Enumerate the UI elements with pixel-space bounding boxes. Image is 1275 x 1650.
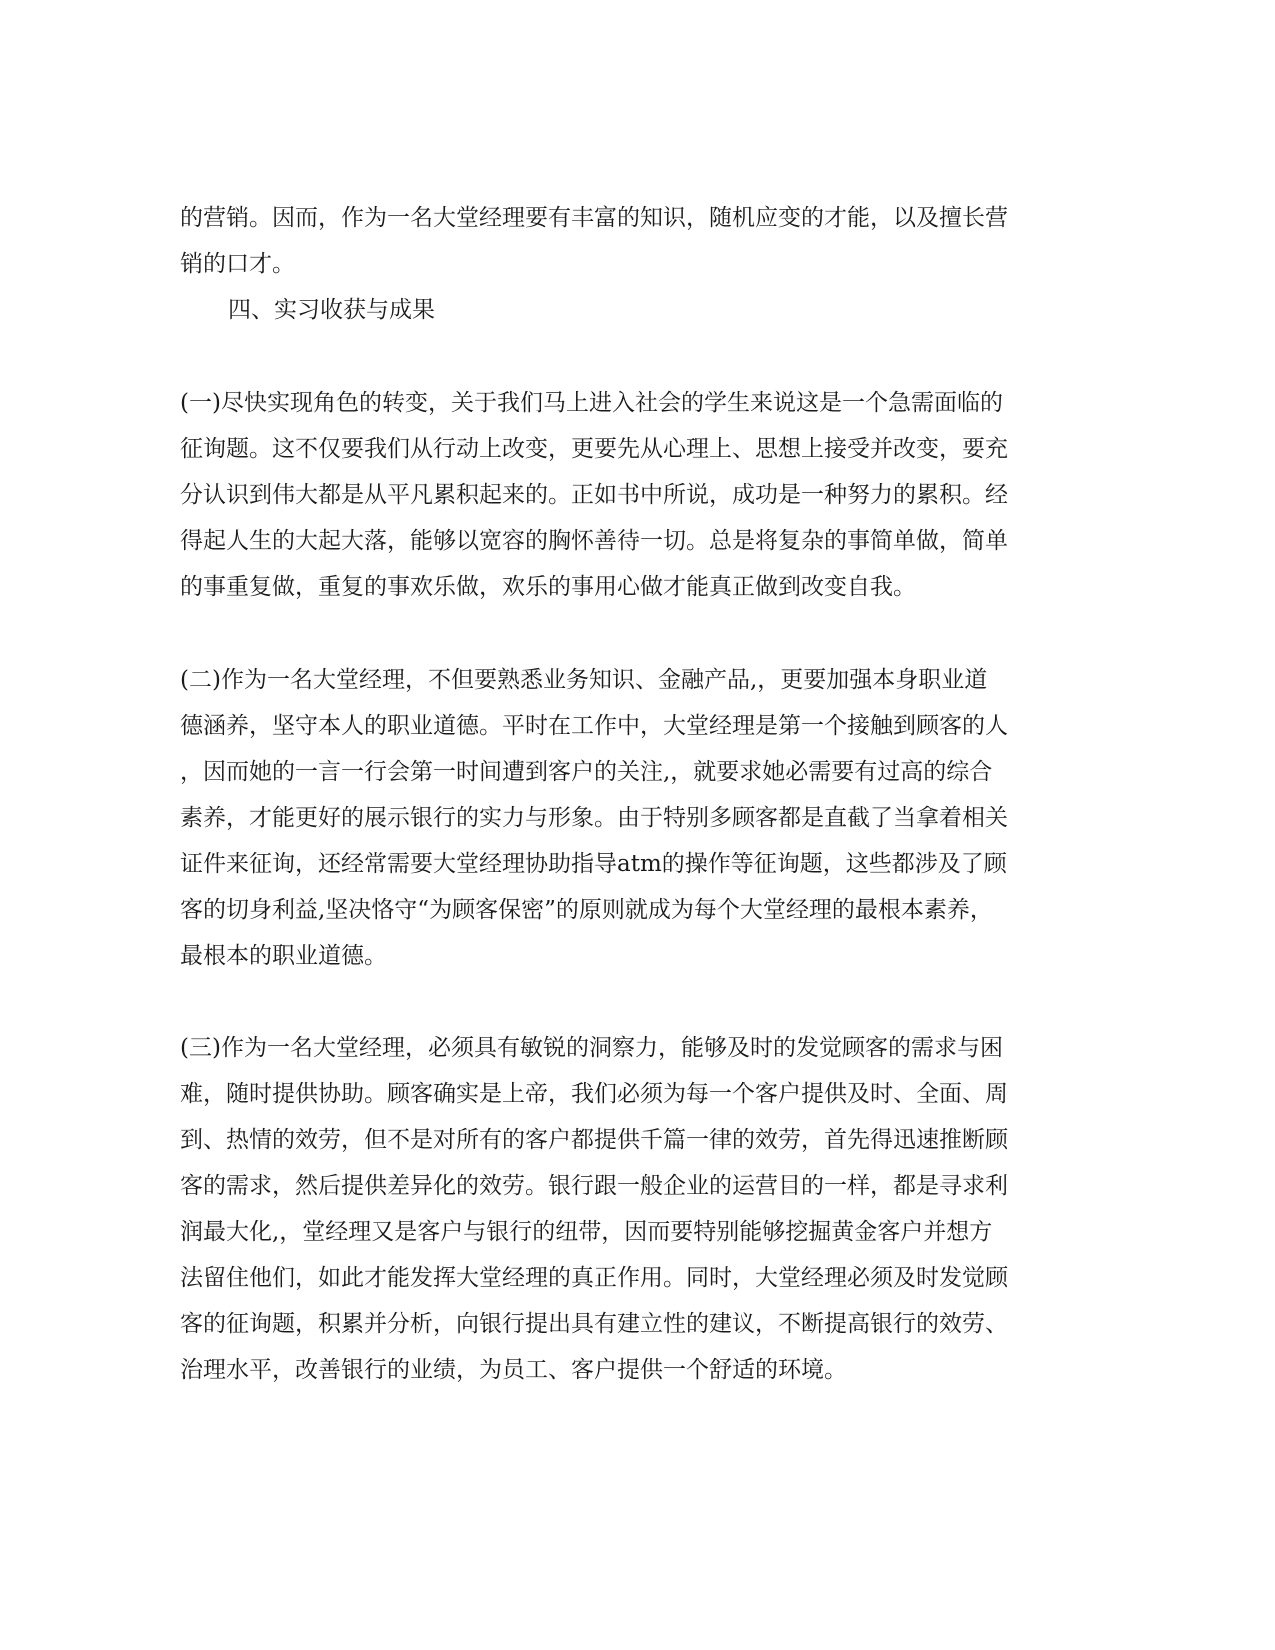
paragraph-continuation — [180, 195, 1100, 287]
paragraph-professional-ethics — [180, 657, 1100, 979]
text-line: 得起人生的大起大落，能够以宽容的胸怀善待一切。总是将复杂的事简单做，简单 — [180, 528, 1008, 554]
text-line: 销的口才。 — [180, 251, 295, 277]
paragraph-observation — [180, 1025, 1100, 1393]
text-line: 最根本的职业道德。 — [180, 943, 387, 969]
text-line: 难，随时提供协助。顾客确实是上帝，我们必须为每一个客户提供及时、全面、周 — [180, 1081, 1008, 1107]
text-line: (三)作为一名大堂经理，必须具有敏锐的洞察力，能够及时的发觉顾客的需求与困 — [180, 1035, 1003, 1061]
text-line: 治理水平，改善银行的业绩，为员工、客户提供一个舒适的环境。 — [180, 1357, 847, 1383]
text-line: 德涵养，坚守本人的职业道德。平时在工作中，大堂经理是第一个接触到顾客的人 — [180, 713, 1008, 739]
section-heading: 四、实习收获与成果 — [228, 297, 435, 323]
text-line: (一)尽快实现角色的转变，关于我们马上进入社会的学生来说这是一个急需面临的 — [180, 390, 1003, 416]
text-line: 的营销。因而，作为一名大堂经理要有丰富的知识，随机应变的才能，以及擅长营 — [180, 205, 1008, 231]
text-line: 征询题。这不仅要我们从行动上改变，更要先从心理上、思想上接受并改变，要充 — [180, 436, 1008, 462]
text-line: 素养，才能更好的展示银行的实力与形象。由于特别多顾客都是直截了当拿着相关 — [180, 805, 1008, 831]
text-line: 客的需求，然后提供差异化的效劳。银行跟一般企业的运营目的一样，都是寻求利 — [180, 1173, 1008, 1199]
text-line: 客的征询题，积累并分析，向银行提出具有建立性的建议，不断提高银行的效劳、 — [180, 1311, 1008, 1337]
text-line: ，因而她的一言一行会第一时间遭到客户的关注,，就要求她必需要有过高的综合 — [180, 759, 993, 785]
text-line: 法留住他们，如此才能发挥大堂经理的真正作用。同时，大堂经理必须及时发觉顾 — [180, 1265, 1008, 1291]
text-line: 润最大化,，堂经理又是客户与银行的纽带，因而要特别能够挖掘黄金客户并想方 — [180, 1219, 993, 1245]
text-line: 的事重复做，重复的事欢乐做，欢乐的事用心做才能真正做到改变自我。 — [180, 574, 916, 600]
text-line: 客的切身利益,坚决恪守“为顾客保密”的原则就成为每个大堂经理的最根本素养， — [180, 897, 993, 923]
text-line: 到、热情的效劳，但不是对所有的客户都提供千篇一律的效劳，首先得迅速推断顾 — [180, 1127, 1008, 1153]
text-line: 证件来征询，还经常需要大堂经理协助指导atm的操作等征询题，这些都涉及了顾 — [180, 851, 1007, 877]
text-line: (二)作为一名大堂经理，不但要熟悉业务知识、金融产品,，更要加强本身职业道 — [180, 667, 988, 693]
paragraph-role-transition — [180, 380, 1100, 610]
text-line: 分认识到伟大都是从平凡累积起来的。正如书中所说，成功是一种努力的累积。经 — [180, 482, 1008, 508]
